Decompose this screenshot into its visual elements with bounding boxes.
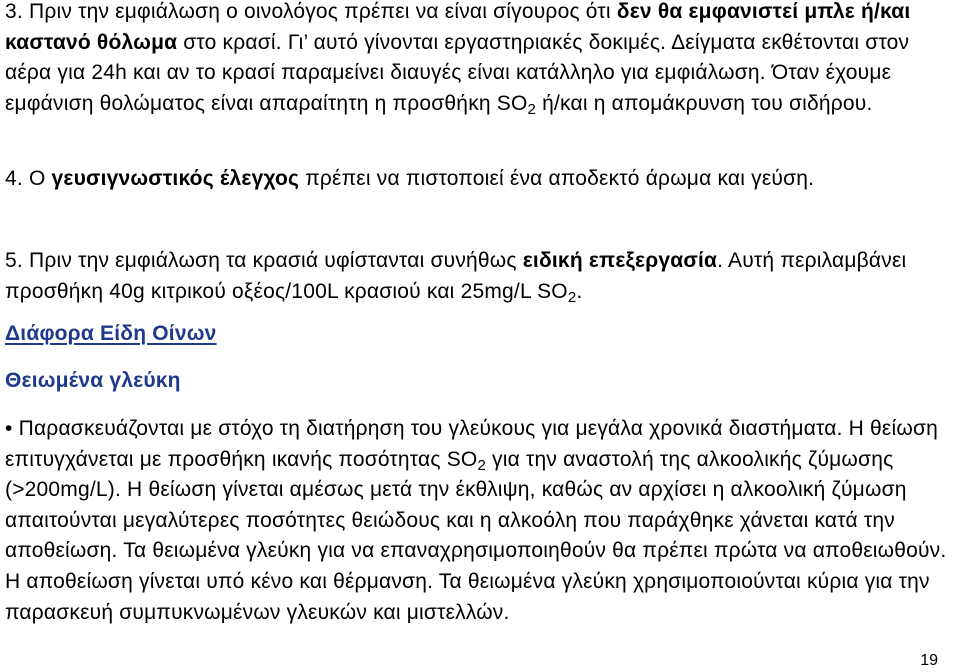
paragraph-text: πρέπει να πιστοποιεί ένα αποδεκτό άρωμα και γεύση. <box>299 167 815 190</box>
paragraph-text: Παρασκευάζονται με στόχο τη διατήρηση του γλεύκους για μεγάλα χρονικά διαστήματα. Η θείωση επιτυγχάνεται με προσθήκη ικανής ποσότητας SO <box>5 417 938 471</box>
item-number: 3. <box>5 0 23 23</box>
paragraph-text: . Αυτή περιλαμβάνει προσθήκη 40g κιτρικού οξέος/100L κρασιού και 25mg/L SO <box>5 249 907 303</box>
emphasis-text: δεν θα εμφανιστεί μπλε ή/και καστανό θόλωμα <box>5 0 911 54</box>
subsection-heading: Θειωμένα γλεύκη <box>5 369 181 392</box>
paragraph-text: για την αναστολή της αλκοολικής ζύμωσης (>200mg/L). Η θείωση γίνεται αμέσως μετά την έκθλιψη, καθώς αν αρχίσει η αλκοολική ζύμωση απαιτούνται μεγαλύτερες ποσότητες θειώδους και η αλκοόλη που παράχθηκε χάνεται κατά την αποθείωση. Τα θειωμένα γλεύκη για να επαναχρησιμοποιηθούν θα πρέπει πρώτα να αποθειωθούν. Η αποθείωση γίνεται υπό κένο και θέρμανση. Τα θειωμένα γλεύκη χρησιμοποιούνται κύρια για την παρασκευή συμπυκνωμένων γλευκών και μιστελλών. <box>5 447 947 624</box>
paragraph-text: στο κρασί. Γι’ αυτό γίνονται εργαστηριακές δοκιμές. Δείγματα εκθέτονται στον αέρα για 24h και αν το κρασί παραμείνει διαυγές είναι κατάλληλο για εμφιάλωση. Όταν έχουμε εμφάνιση θολώματος είναι απαραίτητη η προσθήκη SO <box>5 30 910 115</box>
subscript: 2 <box>477 456 486 474</box>
paragraph-item-3 <box>5 0 957 119</box>
page-number: 19 <box>920 652 938 669</box>
bullet-marker: • <box>5 417 13 440</box>
paragraph-text: Πριν την εμφιάλωση ο οινολόγος πρέπει να είναι σίγουρος ότι <box>22 0 617 23</box>
paragraph-text: Πριν την εμφιάλωση τα κρασιά υφίστανται συνήθως <box>22 249 523 272</box>
item-number: 4. <box>5 167 23 190</box>
section-heading: Διάφορα Είδη Οίνων <box>5 322 217 345</box>
bullet-paragraph <box>5 414 955 628</box>
item-number: 5. <box>5 249 23 272</box>
subscript: 2 <box>527 100 537 118</box>
subscript: 2 <box>567 288 577 306</box>
paragraph-text: . <box>576 279 583 303</box>
paragraph-item-5 <box>5 246 957 307</box>
emphasis-text: γευσιγνωστικός έλεγχος <box>51 167 300 190</box>
paragraph-text: Ο <box>22 167 52 190</box>
paragraph-text: ή/και η απομάκρυνση του σιδήρου. <box>536 91 873 115</box>
paragraph-item-4 <box>5 164 905 195</box>
emphasis-text: ειδική επεξεργασία <box>522 249 718 272</box>
